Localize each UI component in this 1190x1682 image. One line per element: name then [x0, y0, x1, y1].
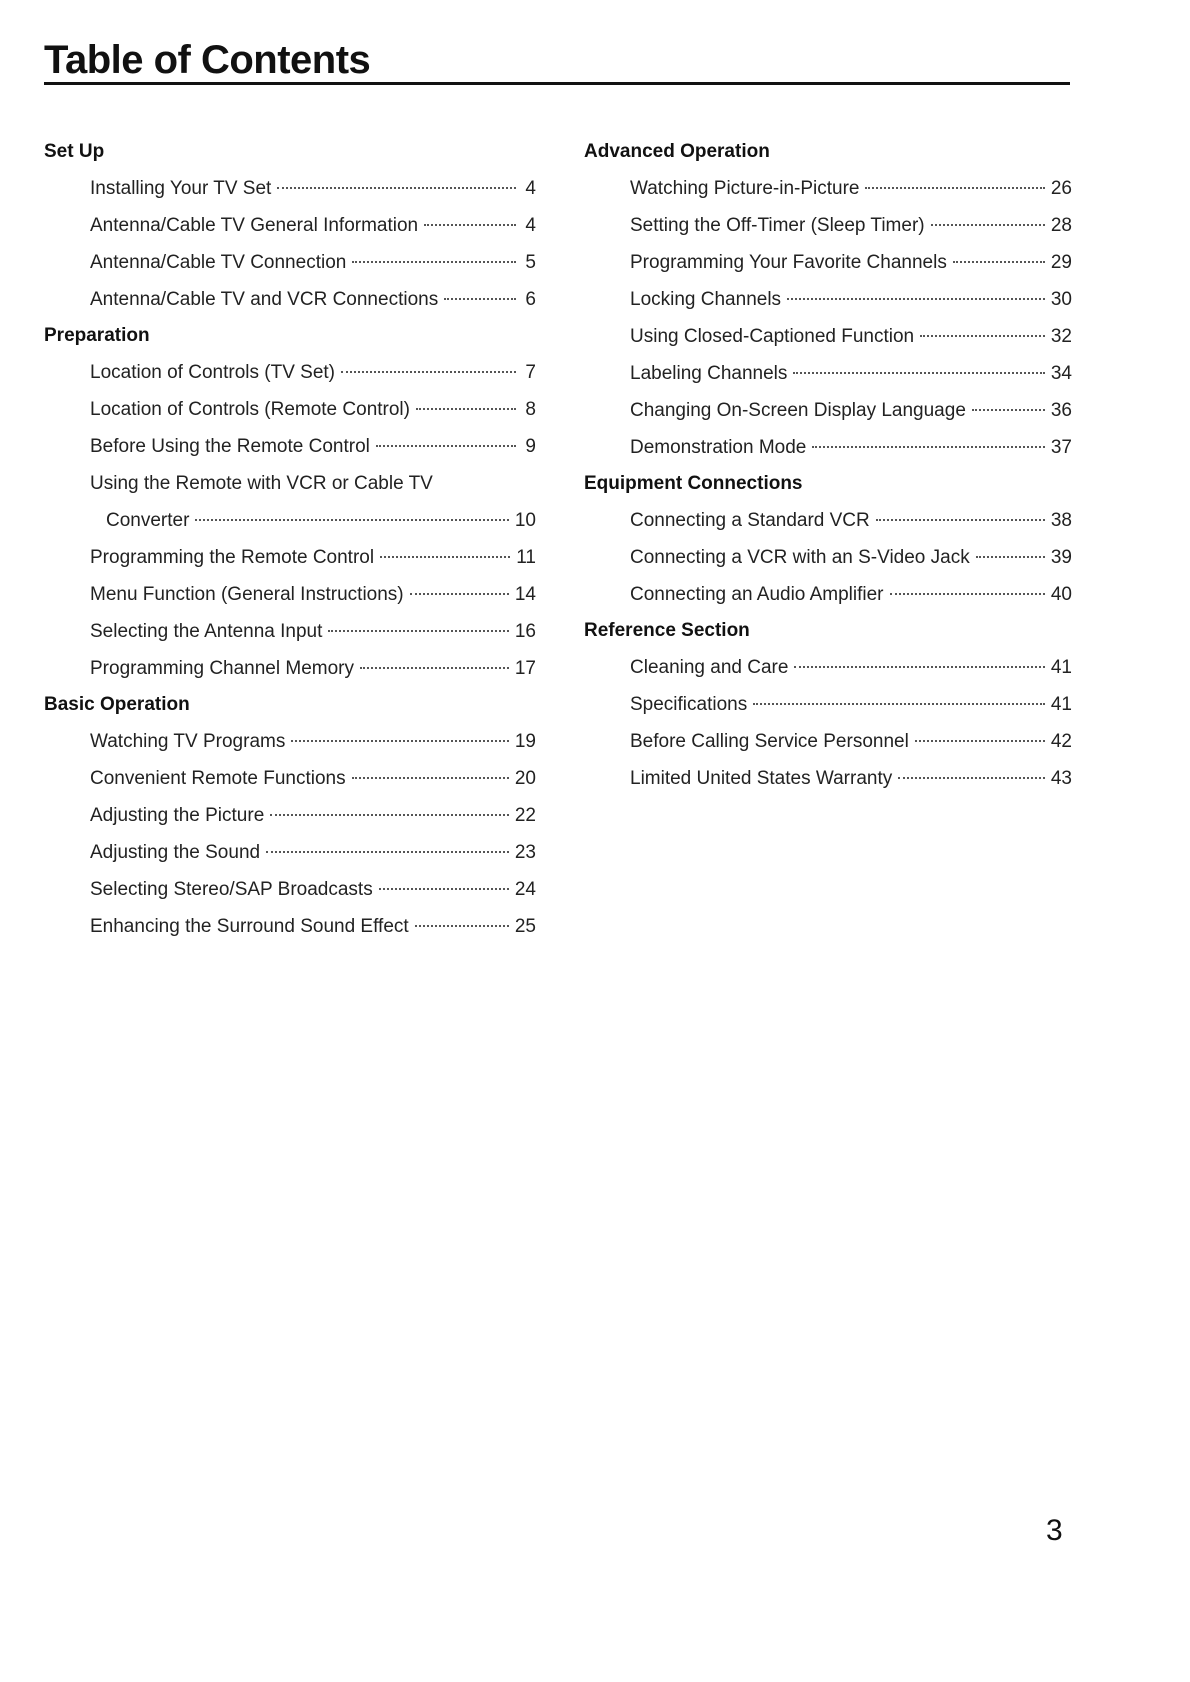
entry-title: Antenna/Cable TV and VCR Connections: [90, 289, 439, 310]
entry-page: 14: [514, 584, 536, 605]
entry-page: 23: [514, 842, 536, 863]
entry-title: Location of Controls (TV Set): [90, 362, 335, 383]
dot-leader: [865, 187, 1044, 189]
dot-leader: [352, 261, 516, 263]
toc-entry[interactable]: [584, 539, 1072, 576]
entry-title: Programming Your Favorite Channels: [630, 252, 947, 273]
entry-title: Before Using the Remote Control: [90, 436, 370, 457]
dot-leader: [920, 335, 1045, 337]
dot-leader: [379, 888, 509, 890]
entry-title: Changing On-Screen Display Language: [630, 400, 966, 421]
entry-page: 8: [525, 399, 536, 420]
entry-page: 5: [525, 252, 536, 273]
dot-leader: [415, 925, 509, 927]
entry-page: 37: [1050, 437, 1072, 458]
toc-entry[interactable]: [584, 686, 1072, 723]
dot-leader: [794, 666, 1044, 668]
toc-entry[interactable]: [584, 281, 1072, 318]
entry-title: Setting the Off-Timer (Sleep Timer): [630, 215, 925, 236]
dot-leader: [341, 371, 516, 373]
entry-page: 10: [514, 510, 536, 531]
entry-title: Programming Channel Memory: [90, 658, 354, 679]
entry-title: Limited United States Warranty: [630, 768, 893, 789]
entry-title: Antenna/Cable TV General Information: [90, 215, 419, 236]
entry-page: 40: [1050, 584, 1072, 605]
entry-page: 7: [525, 362, 536, 383]
toc-left-column: [44, 134, 536, 945]
dot-leader: [898, 777, 1045, 779]
entry-title: Cleaning and Care: [630, 657, 789, 678]
dot-leader: [931, 224, 1045, 226]
toc-entry[interactable]: [584, 355, 1072, 392]
entry-page: 24: [514, 879, 536, 900]
entry-page: 29: [1050, 252, 1072, 273]
entry-page: 34: [1050, 363, 1072, 384]
section-heading-basic-operation: Basic Operation: [44, 694, 190, 715]
section-heading-preparation: Preparation: [44, 325, 150, 346]
dot-leader: [195, 519, 508, 521]
dot-leader: [444, 298, 516, 300]
entry-page: 39: [1050, 547, 1072, 568]
entry-title: Connecting a VCR with an S-Video Jack: [630, 547, 970, 568]
toc-entry[interactable]: [44, 170, 536, 207]
dot-leader: [890, 593, 1045, 595]
entry-page: 25: [514, 916, 536, 937]
toc-entry[interactable]: [44, 244, 536, 281]
entry-title: Labeling Channels: [630, 363, 788, 384]
entry-page: 4: [525, 215, 536, 236]
toc-entry[interactable]: [584, 207, 1072, 244]
page-number: 3: [1046, 1514, 1063, 1547]
toc-entry[interactable]: [584, 170, 1072, 207]
entry-title: Connecting an Audio Amplifier: [630, 584, 884, 605]
entry-title: Convenient Remote Functions: [90, 768, 346, 789]
toc-entry-continuation[interactable]: [44, 502, 536, 539]
entry-page: 42: [1050, 731, 1072, 752]
dot-leader: [953, 261, 1045, 263]
dot-leader: [328, 630, 508, 632]
entry-title: Adjusting the Picture: [90, 805, 265, 826]
dot-leader: [424, 224, 516, 226]
entry-title: Specifications: [630, 694, 748, 715]
entry-page: 20: [514, 768, 536, 789]
entry-page: 22: [514, 805, 536, 826]
entry-title: Antenna/Cable TV Connection: [90, 252, 347, 273]
dot-leader: [812, 446, 1044, 448]
dot-leader: [277, 187, 516, 189]
entry-page: 32: [1050, 326, 1072, 347]
dot-leader: [360, 667, 509, 669]
dot-leader: [410, 593, 509, 595]
section-heading-set-up: Set Up: [44, 141, 105, 162]
dot-leader: [376, 445, 516, 447]
entry-title: Connecting a Standard VCR: [630, 510, 870, 531]
title-rule: [44, 82, 1070, 85]
toc-right-column: [584, 134, 1072, 797]
entry-title: Before Calling Service Personnel: [630, 731, 909, 752]
entry-page: 36: [1050, 400, 1072, 421]
entry-page: 30: [1050, 289, 1072, 310]
toc-entry[interactable]: [44, 797, 536, 834]
toc-entry[interactable]: [44, 207, 536, 244]
entry-title: Installing Your TV Set: [90, 178, 272, 199]
entry-title: Menu Function (General Instructions): [90, 584, 404, 605]
entry-title: Converter: [106, 510, 190, 531]
entry-title: Adjusting the Sound: [90, 842, 261, 863]
entry-page: 19: [514, 731, 536, 752]
entry-page: 11: [516, 547, 536, 568]
toc-entry[interactable]: [44, 908, 536, 945]
toc-entry[interactable]: [44, 391, 536, 428]
entry-page: 28: [1050, 215, 1072, 236]
dot-leader: [972, 409, 1045, 411]
entry-title: Selecting the Antenna Input: [90, 621, 323, 642]
dot-leader: [380, 556, 510, 558]
entry-title: Using Closed-Captioned Function: [630, 326, 915, 347]
dot-leader: [270, 814, 509, 816]
entry-page: 41: [1050, 694, 1072, 715]
page-title: Table of Contents: [44, 38, 371, 82]
dot-leader: [876, 519, 1045, 521]
toc-entry[interactable]: [44, 465, 536, 502]
section-heading-reference-section: Reference Section: [584, 620, 750, 641]
entry-page: 16: [514, 621, 536, 642]
entry-title: Selecting Stereo/SAP Broadcasts: [90, 879, 373, 900]
dot-leader: [915, 740, 1045, 742]
entry-title: Watching Picture-in-Picture: [630, 178, 860, 199]
toc-entry[interactable]: [44, 539, 536, 576]
dot-leader: [787, 298, 1045, 300]
section-heading-equipment-connections: Equipment Connections: [584, 473, 803, 494]
entry-page: 43: [1050, 768, 1072, 789]
toc-entry[interactable]: [584, 318, 1072, 355]
toc-entry[interactable]: [44, 871, 536, 908]
dot-leader: [753, 703, 1045, 705]
toc-entry[interactable]: [584, 392, 1072, 429]
toc-entry[interactable]: [44, 760, 536, 797]
dot-leader: [352, 777, 509, 779]
entry-page: 9: [525, 436, 536, 457]
dot-leader: [793, 372, 1044, 374]
dot-leader: [976, 556, 1045, 558]
section-heading-advanced-operation: Advanced Operation: [584, 141, 770, 162]
entry-page: 26: [1050, 178, 1072, 199]
entry-page: 6: [525, 289, 536, 310]
entry-page: 17: [514, 658, 536, 679]
toc-entry[interactable]: [584, 760, 1072, 797]
toc-entry[interactable]: [584, 244, 1072, 281]
toc-entry[interactable]: [44, 281, 536, 318]
toc-entry[interactable]: [584, 576, 1072, 613]
dot-leader: [291, 740, 509, 742]
entry-title: Demonstration Mode: [630, 437, 807, 458]
toc-entry[interactable]: [44, 723, 536, 760]
entry-page: 41: [1050, 657, 1072, 678]
entry-title: Using the Remote with VCR or Cable TV: [90, 473, 433, 494]
toc-entry[interactable]: [44, 613, 536, 650]
toc-entry[interactable]: [44, 576, 536, 613]
toc-entry[interactable]: [584, 649, 1072, 686]
dot-leader: [416, 408, 516, 410]
entry-title: Enhancing the Surround Sound Effect: [90, 916, 409, 937]
entry-page: 4: [525, 178, 536, 199]
entry-page: 38: [1050, 510, 1072, 531]
entry-title: Programming the Remote Control: [90, 547, 375, 568]
dot-leader: [266, 851, 509, 853]
toc-entry[interactable]: [44, 354, 536, 391]
toc-entry[interactable]: [584, 502, 1072, 539]
entry-title: Location of Controls (Remote Control): [90, 399, 410, 420]
toc-entry[interactable]: [44, 834, 536, 871]
entry-title: Watching TV Programs: [90, 731, 286, 752]
toc-entry[interactable]: [44, 428, 536, 465]
entry-title: Locking Channels: [630, 289, 782, 310]
toc-entry[interactable]: [44, 650, 536, 687]
toc-entry[interactable]: [584, 723, 1072, 760]
toc-entry[interactable]: [584, 429, 1072, 466]
